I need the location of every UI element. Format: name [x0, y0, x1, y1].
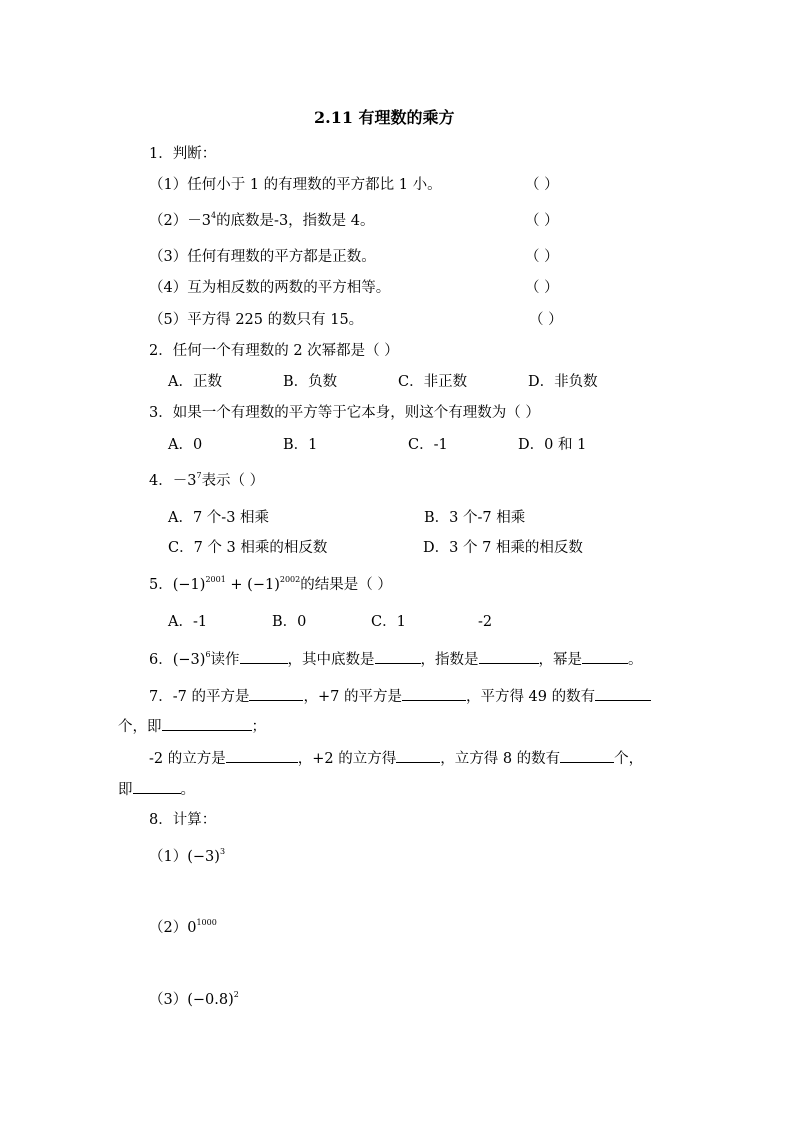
- q1-item-2-label: （2）: [149, 213, 188, 229]
- q7-line-4: [118, 781, 195, 798]
- q8-item-2-label: （2）: [149, 920, 188, 936]
- q1-answer-paren-3: （ ）: [525, 249, 559, 265]
- q2-option-b: B．负数: [283, 374, 338, 390]
- q4-stem: [149, 471, 265, 489]
- q2-stem: 2．任何一个有理数的 2 次幂都是（ ）: [149, 343, 399, 359]
- q8-item-1: [149, 847, 226, 865]
- q7-text-10: 即: [118, 782, 133, 798]
- q6-text-4: ，幂是: [538, 652, 583, 668]
- q7-text-2: ，+7 的平方是: [303, 689, 402, 705]
- q4-math: －3: [172, 473, 197, 489]
- q5-rest: 的结果是（ ）: [300, 577, 392, 593]
- q3-option-a: A．0: [168, 437, 203, 453]
- q1-answer-paren-2: （ ）: [525, 213, 559, 229]
- q6-text-1: 读作: [210, 652, 240, 668]
- q5-math-b: (−1): [247, 577, 280, 593]
- q7-blank-6[interactable]: [396, 750, 440, 763]
- q8-item-2-math: 0: [187, 920, 197, 936]
- q6-blank-power[interactable]: [582, 651, 628, 664]
- q8-item-2: [149, 918, 217, 936]
- q4-rest: 表示（ ）: [201, 473, 265, 489]
- q6-blank-reading[interactable]: [240, 651, 288, 664]
- q8-item-1-label: （1）: [149, 849, 188, 865]
- q7-blank-5[interactable]: [226, 750, 298, 763]
- q3-option-d: D．0 和 1: [518, 437, 587, 453]
- q7-blank-7[interactable]: [560, 750, 614, 763]
- q7-text-3: ，平方得 49 的数有: [465, 689, 596, 705]
- q3-stem: 3．如果一个有理数的平方等于它本身，则这个有理数为（ ）: [149, 405, 540, 421]
- q6-line: [149, 651, 643, 668]
- q7-text-1: 7．-7 的平方是: [149, 689, 250, 705]
- q4-option-c: C．7 个 3 相乘的相反数: [168, 540, 328, 556]
- q1-stem: 1．判断：: [149, 146, 217, 162]
- q1-answer-paren-1: （ ）: [525, 177, 559, 193]
- q5-number: 5．: [149, 577, 173, 593]
- q7-blank-4[interactable]: [162, 718, 252, 731]
- q8-item-1-math: (−3): [187, 849, 220, 865]
- q8-item-2-exponent: 1000: [196, 918, 217, 927]
- q7-text-11: 。: [180, 782, 195, 798]
- q1-item-2: [149, 211, 375, 229]
- q5-option-d: -2: [478, 614, 493, 630]
- q8-item-1-exponent: 3: [219, 847, 226, 856]
- q7-text-7: ，+2 的立方得: [297, 751, 397, 767]
- q6-exponent: 6: [205, 650, 211, 659]
- q1-item-2-exponent: 4: [210, 211, 217, 220]
- q7-text-5: ；: [251, 719, 266, 735]
- q1-item-5: （5）平方得 225 的数只有 15。: [149, 312, 364, 328]
- q5-plus: +: [225, 577, 248, 593]
- q3-option-c: C．-1: [408, 437, 448, 453]
- q7-line-3: [149, 750, 643, 767]
- q5-option-a: A．-1: [168, 614, 208, 630]
- q5-exponent-a: 2001: [205, 575, 226, 584]
- q1-answer-paren-5: （ ）: [529, 312, 563, 328]
- q7-line-2: [118, 718, 266, 735]
- q1-answer-paren-4: （ ）: [525, 280, 559, 296]
- q6-math: (−3): [172, 652, 206, 668]
- q5-stem: [149, 575, 392, 593]
- q7-blank-1[interactable]: [249, 688, 303, 701]
- q7-text-9: 个，: [614, 751, 644, 767]
- q7-blank-8[interactable]: [133, 781, 181, 794]
- q5-option-c: C．1: [371, 614, 406, 630]
- q7-blank-2[interactable]: [402, 688, 466, 701]
- q8-item-3: [149, 990, 239, 1008]
- q7-text-6: -2 的立方是: [149, 751, 226, 767]
- q1-item-1: （1）任何小于 1 的有理数的平方都比 1 小。: [149, 177, 442, 193]
- q1-item-2-math: －3: [187, 213, 211, 229]
- q8-item-3-exponent: 2: [233, 990, 239, 999]
- q8-item-3-label: （3）: [149, 992, 188, 1008]
- q4-exponent: 7: [196, 471, 202, 480]
- q1-item-3: （3）任何有理数的平方都是正数。: [149, 249, 376, 265]
- q7-text-8: ，立方得 8 的数有: [440, 751, 561, 767]
- q8-item-3-math: (−0.8): [187, 992, 234, 1008]
- q8-stem: 8．计算：: [149, 812, 217, 828]
- q2-option-d: D．非负数: [528, 374, 598, 390]
- q6-blank-exponent[interactable]: [479, 651, 539, 664]
- page-title: 2.11 有理数的乘方: [314, 108, 455, 127]
- q3-option-b: B．1: [283, 437, 318, 453]
- q7-blank-3[interactable]: [595, 688, 651, 701]
- q6-text-2: ，其中底数是: [287, 652, 375, 668]
- q4-option-b: B．3 个-7 相乘: [424, 510, 526, 526]
- q5-exponent-b: 2002: [279, 575, 301, 584]
- q6-number: 6．: [149, 652, 173, 668]
- q6-end: 。: [628, 652, 643, 668]
- q5-option-b: B．0: [272, 614, 307, 630]
- q7-line-1: [149, 688, 651, 705]
- q1-item-4: （4）互为相反数的两数的平方相等。: [149, 280, 391, 296]
- q4-option-d: D．3 个 7 相乘的相反数: [423, 540, 583, 556]
- q4-number: 4．: [149, 473, 173, 489]
- q2-option-a: A．正数: [168, 374, 222, 390]
- q6-text-3: ，指数是: [420, 652, 479, 668]
- q5-math-a: (−1): [172, 577, 206, 593]
- q6-blank-base[interactable]: [375, 651, 421, 664]
- q4-option-a: A．7 个-3 相乘: [168, 510, 270, 526]
- q1-item-2-rest: 的底数是-3，指数是 4。: [216, 213, 375, 229]
- q7-text-4: 个，即: [118, 719, 162, 735]
- q2-option-c: C．非正数: [398, 374, 468, 390]
